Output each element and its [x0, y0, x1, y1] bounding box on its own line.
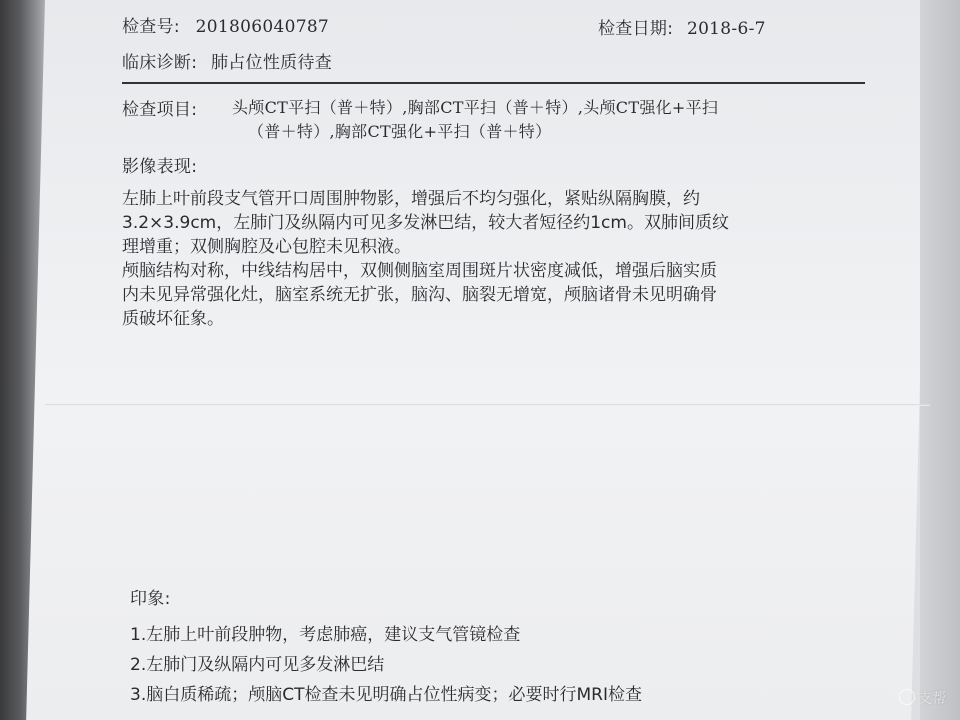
findings-line: 3.2×3.9cm，左肺门及纵隔内可见多发淋巴结，较大者短径约1cm。双肺间质纹	[122, 213, 729, 233]
findings-body	[122, 188, 729, 332]
exam-no-label: 检查号:	[122, 17, 180, 37]
findings-line: 颅脑结构对称，中线结构居中，双侧侧脑室周围斑片状密度减低，增强后脑实质	[122, 261, 717, 281]
diagnosis-value: 肺占位性质待查	[210, 53, 333, 73]
exam-items-line-2: （普＋特）,胸部CT强化+平扫（普＋特）	[248, 122, 552, 141]
exam-items-line-1: 头颅CT平扫（普＋特）,胸部CT平扫（普＋特）,头颅CT强化+平扫	[232, 98, 719, 117]
impression-item-1: 1.左肺上叶前段肿物，考虑肺癌，建议支气管镜检查	[130, 625, 521, 645]
diagnosis-label: 临床诊断:	[122, 53, 198, 73]
watermark	[899, 688, 946, 708]
findings-line: 内未见异常强化灶，脑室系统无扩张，脑沟、脑裂无增宽，颅脑诸骨未见明确骨	[122, 285, 717, 305]
background-shadow	[920, 0, 960, 720]
watermark-text: 支帮	[918, 691, 946, 707]
findings-line: 左肺上叶前段支气管开口周围肿物影，增强后不均匀强化，紧贴纵隔胸膜，约	[122, 189, 700, 209]
watermark-logo-icon	[899, 689, 915, 705]
header-divider	[122, 82, 865, 84]
findings-label: 影像表现:	[122, 157, 198, 177]
paper-fold	[45, 404, 930, 406]
findings-line: 理增重；双侧胸腔及心包腔未见积液。	[122, 237, 411, 257]
exam-date-label: 检查日期:	[598, 19, 674, 39]
diagnosis-row	[122, 48, 332, 73]
findings-line: 质破坏征象。	[122, 309, 224, 329]
exam-date-value: 2018-6-7	[686, 19, 766, 39]
exam-no-row	[122, 12, 329, 37]
exam-items-label: 检查项目:	[122, 100, 198, 120]
exam-date-row	[598, 14, 766, 39]
impression-item-3: 3.脑白质稀疏；颅脑CT检查未见明确占位性病变；必要时行MRI检查	[130, 685, 642, 705]
impression-label: 印象:	[130, 589, 171, 609]
exam-no-value: 201806040787	[195, 17, 330, 37]
impression-item-2: 2.左肺门及纵隔内可见多发淋巴结	[130, 655, 385, 675]
